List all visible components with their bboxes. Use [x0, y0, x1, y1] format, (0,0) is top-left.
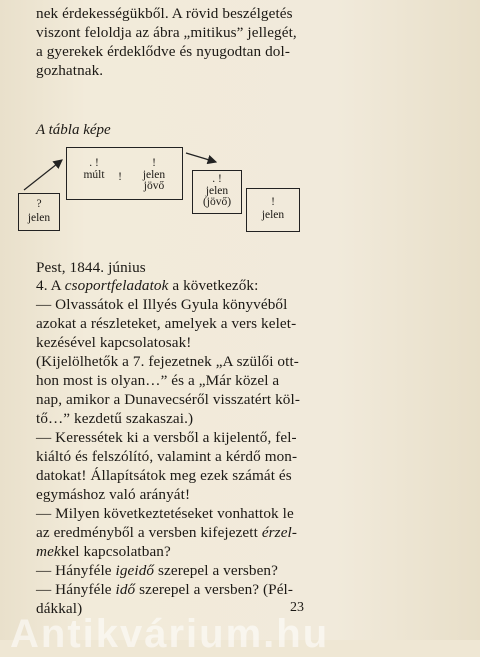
intro-line: a gyerekek érdeklődve és nyugodtan dol- [36, 43, 290, 60]
box2-label-future: jövő [143, 180, 165, 192]
box3-mark: . ! [212, 173, 222, 185]
intro-line: gozhatnak. [36, 62, 104, 79]
body-line: mekkel kapcsolatban? [36, 543, 171, 560]
body-line: — Milyen következtetéseket vonhattok le [36, 505, 294, 522]
watermark: Antikvárium.hu [10, 612, 330, 656]
box-present-mark: ? [36, 198, 42, 210]
arrow-1 [24, 160, 62, 190]
arrow-2 [186, 153, 216, 162]
body-line: az eredményből a versben kifejezett érzel- [36, 524, 298, 541]
box2-label-present: jelen [142, 169, 166, 181]
body-line: azokat a részleteket, amelyek a vers kelet- [36, 315, 297, 332]
body-line: — Olvassátok el Illyés Gyula könyvéből [36, 296, 288, 313]
box2-mid-mark: ! [118, 171, 122, 183]
intro-line: nek érdekességükből. A rövid beszélgetés [36, 5, 293, 22]
body-line: kezésével kapcsolatosak! [36, 334, 192, 351]
box3-label-present: jelen [205, 185, 229, 197]
body-line: nap, amikor a Dunavecséről visszatért köl- [36, 391, 300, 408]
diagram-arrows [0, 0, 480, 260]
box2-label-past: múlt [83, 169, 105, 181]
poem-date: Pest, 1844. június [36, 259, 146, 276]
box4-label: jelen [261, 209, 285, 221]
table-heading: A tábla képe [36, 122, 111, 138]
body-line: dákkal) [36, 600, 83, 617]
box4-mark: ! [271, 196, 275, 208]
body-line: — Hányféle idő szerepel a versben? (Pél- [36, 581, 294, 598]
body-line: — Keressétek ki a versből a kijelentő, fel- [36, 429, 297, 446]
body-line: egymáshoz való arányát! [36, 486, 191, 503]
body-line: datokat! Állapítsátok meg ezek számát és [36, 467, 292, 484]
body-line: — Hányféle igeidő szerepel a versben? [36, 562, 278, 579]
box2-mark-right: ! [152, 157, 156, 169]
task-heading: 4. A csoportfeladatok a következők: [36, 277, 259, 294]
body-line: tő…” kezdetű szakaszai.) [36, 410, 194, 427]
body-line: kiáltó és felszólító, valamint a kérdő mon- [36, 448, 298, 465]
box-present-label: jelen [27, 212, 51, 224]
body-line: (Kijelölhetők a 7. fejezetnek „A szülői ott- [36, 353, 299, 370]
box2-mark-left: . ! [89, 157, 99, 169]
body-line: hon most is olyan…” és a „Már közel a [36, 372, 280, 389]
intro-line: viszont feloldja az ábra „mitikus” jellegét, [36, 24, 297, 41]
box3-label-future: (jövő) [202, 196, 232, 208]
page-number: 23 [290, 600, 304, 615]
